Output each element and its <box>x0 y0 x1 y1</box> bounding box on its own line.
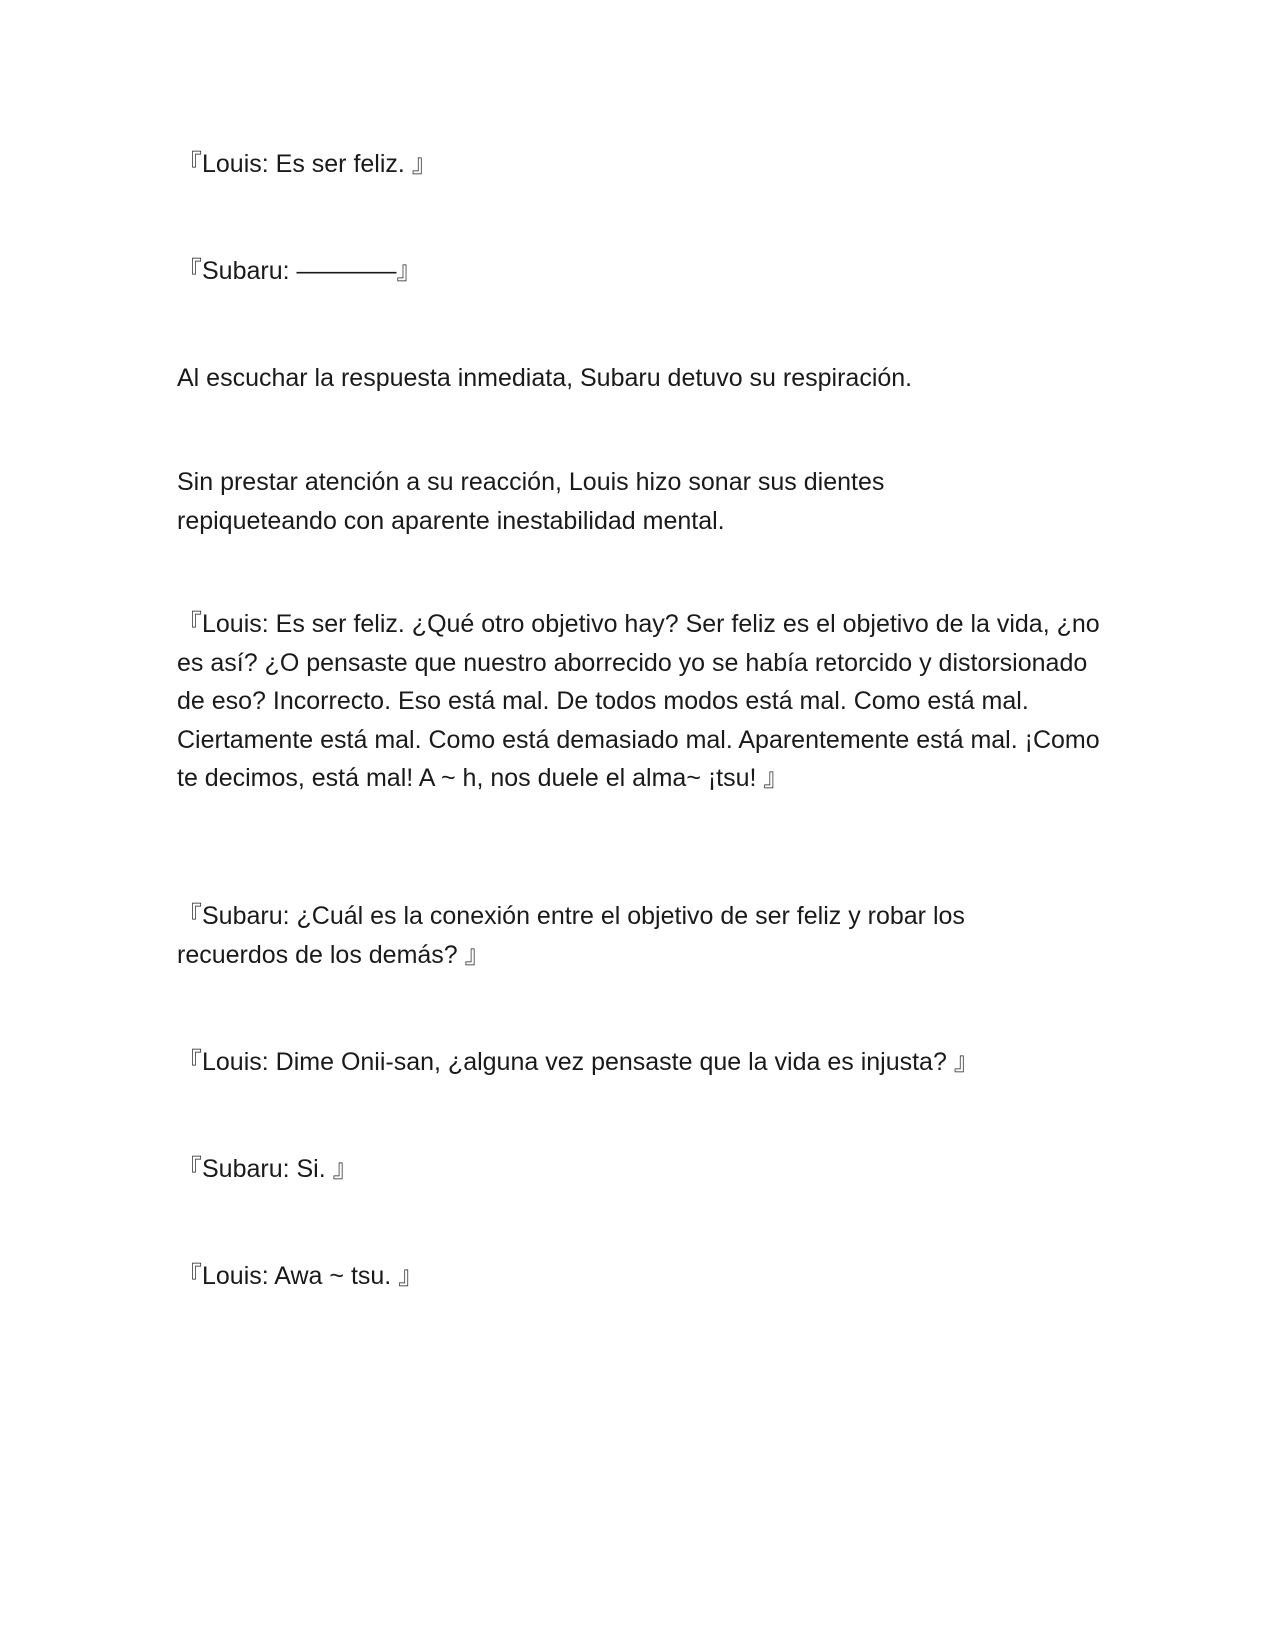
narration-1: Al escuchar la respuesta inmediata, Subaru detuvo su respiración. <box>177 364 913 392</box>
dialogue-subaru-1: 『Subaru: ————』 <box>177 257 422 285</box>
narration-2: Sin prestar atención a su reacción, Louis hizo sonar sus dientes repiqueteando con aparente inestabilidad mental. <box>177 468 885 535</box>
dialogue-louis-1: 『Louis: Es ser feliz. 』 <box>177 150 437 178</box>
dialogue-subaru-2: 『Subaru: ¿Cuál es la conexión entre el objetivo de ser feliz y robar los recuerdos de los demás? 』 <box>177 902 965 969</box>
dialogue-subaru-3: 『Subaru: Si. 』 <box>177 1155 358 1183</box>
dialogue-louis-4: 『Louis: Awa ~ tsu. 』 <box>177 1262 424 1290</box>
dialogue-louis-2: 『Louis: Es ser feliz. ¿Qué otro objetivo hay? Ser feliz es el objetivo de la vida, ¿no es así? ¿O pensaste que nuestro aborrecido yo se había retorcido y distorsionado de eso? Incorrecto. Eso está mal. De todos modos está mal. Como está mal. Ciertamente está mal. Como está demasiado mal. Aparentemente está mal. ¡Como te decimos, está mal! A ~ h, nos duele el alma~ ¡tsu! 』 <box>177 610 1100 792</box>
dialogue-louis-3: 『Louis: Dime Onii-san, ¿alguna vez pensaste que la vida es injusta? 』 <box>177 1048 979 1076</box>
